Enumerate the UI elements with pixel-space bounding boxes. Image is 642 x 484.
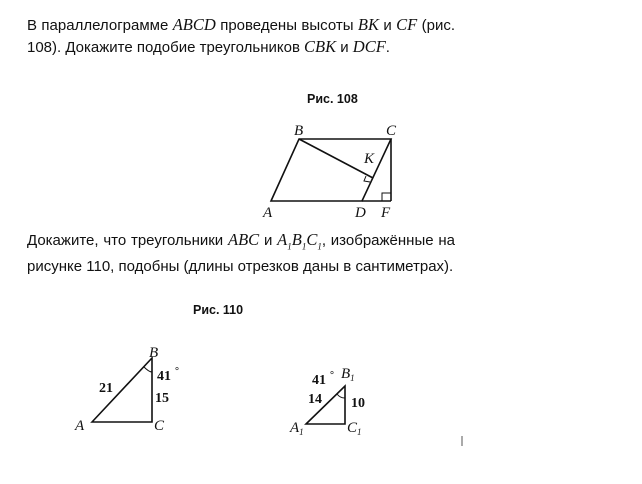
label-d-108: D	[355, 205, 366, 221]
p1-mid2: (рис. 108). Докажите подобие треугольников	[27, 17, 456, 56]
p2-triangle-abc: ABC	[227, 230, 260, 249]
degree-tri1: °	[175, 366, 179, 377]
p2-t2-a: A	[277, 230, 288, 249]
label-f-108: F	[381, 205, 391, 221]
label-a-108: A	[263, 205, 273, 221]
side-bc-tri1: 15	[155, 391, 169, 406]
p1-height-cf: CF	[396, 15, 418, 34]
p2-t2-c: C	[306, 230, 318, 249]
p1-triangle-cbk: CBK	[304, 37, 337, 56]
angle-arc-b1	[337, 394, 345, 398]
figure-108-caption: Рис. 108	[307, 92, 358, 106]
label-b-tri1: B	[149, 345, 159, 361]
side-ab-tri2: 14	[308, 392, 322, 407]
label-c-tri1: C	[154, 418, 165, 434]
label-c-108: C	[386, 123, 397, 139]
label-a-tri1: A	[75, 418, 85, 434]
label-c1-tri2	[347, 420, 362, 437]
label-b1-tri2	[341, 366, 355, 383]
side-bc-tri2: 10	[351, 396, 365, 411]
degree-tri2: °	[330, 370, 334, 381]
label-a1-letter: A	[290, 420, 300, 436]
figure-110-caption: Рис. 110	[193, 303, 244, 317]
label-a1-sub: 1	[299, 427, 304, 437]
p1-quad: ABCD	[172, 15, 216, 34]
height-bk	[299, 139, 373, 178]
p2-t2-b: B	[291, 230, 302, 249]
figure-108	[271, 139, 391, 201]
p1-triangle-dcf: DCF	[352, 37, 386, 56]
p1-height-bk: BK	[357, 15, 379, 34]
side-ab-tri1: 21	[99, 381, 113, 396]
label-a1-tri2	[289, 420, 304, 437]
label-b-108: B	[294, 123, 304, 139]
p1-end: .	[385, 39, 390, 56]
right-angle-k	[364, 176, 370, 182]
label-b1-sub: 1	[350, 373, 355, 383]
parallelogram-abcd	[271, 139, 391, 201]
p1-and: и	[383, 17, 392, 34]
label-c1-sub: 1	[357, 427, 362, 437]
p1-mid1: проведены высоты	[220, 17, 354, 34]
p2-lead: Докажите, что треугольники	[27, 232, 224, 249]
angle-b-tri1: 41	[157, 369, 171, 384]
p2-sub-c: 1	[317, 241, 322, 252]
label-c1-letter: C	[347, 420, 358, 436]
angle-arc-b	[144, 367, 152, 372]
right-angle-f	[382, 193, 391, 201]
p1-lead: В параллелограмме	[27, 17, 169, 34]
p2-rest: , изображённые на рисунке 110, подобны (длины отрезков даны в сантиметрах).	[27, 232, 455, 275]
label-b1-letter: B	[341, 366, 351, 382]
p1-and2: и	[340, 39, 349, 56]
p2-sub-b: 1	[301, 241, 307, 252]
p2-and: и	[263, 232, 273, 249]
label-k-108: K	[364, 151, 375, 167]
angle-b1-tri2: 41	[312, 373, 326, 388]
p2-sub-a: 1	[287, 241, 292, 252]
